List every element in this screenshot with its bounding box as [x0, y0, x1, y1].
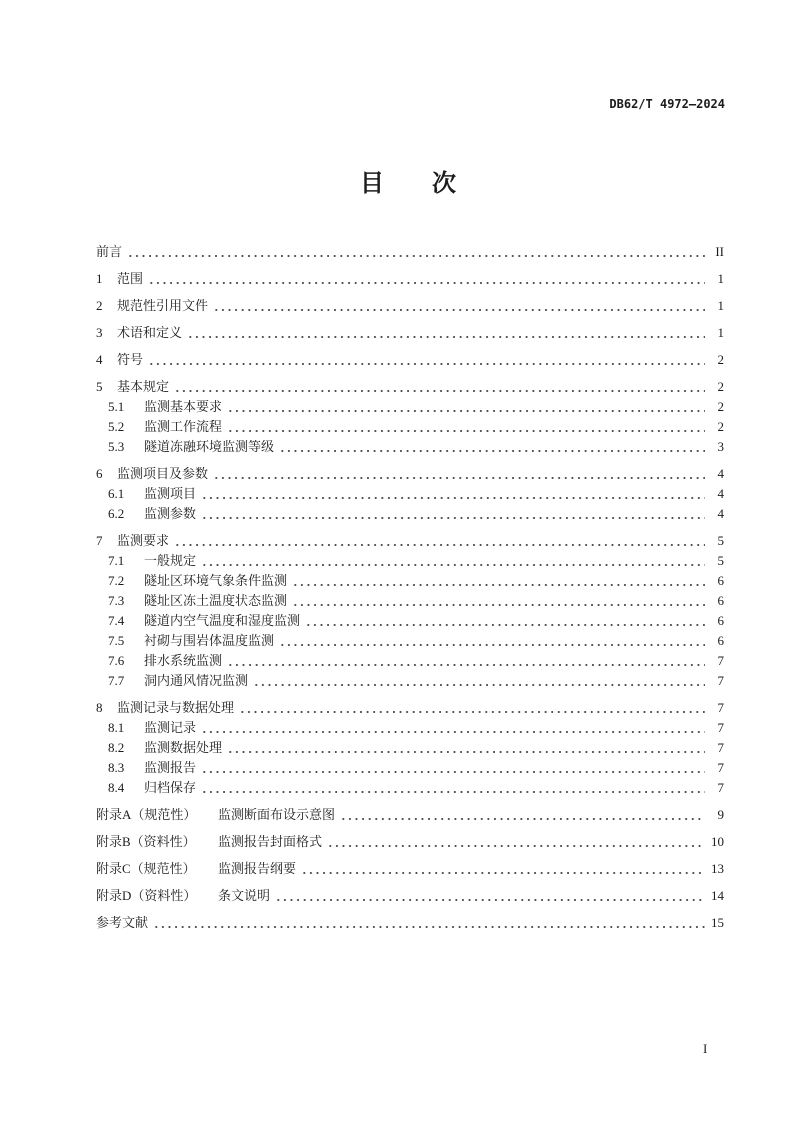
toc-entry-page: 7 [717, 720, 724, 735]
toc-entry-page: 2 [717, 399, 724, 414]
toc-appendix-entry[interactable] [96, 886, 724, 906]
toc-dot-leader [340, 805, 705, 825]
toc-entry-page: 10 [711, 834, 724, 849]
toc-entry-title: 监测基本要求 [144, 399, 223, 414]
toc-dot-leader [213, 296, 705, 316]
toc-entry-page: 7 [717, 740, 724, 755]
toc-subentry[interactable] [96, 504, 724, 524]
toc-entry-title: 规范性引用文件 [117, 298, 209, 313]
table-of-contents [96, 242, 724, 933]
toc-dot-leader [148, 269, 705, 289]
toc-entry-title: 监测项目 [144, 486, 197, 501]
toc-dot-leader [279, 631, 705, 651]
toc-subentry[interactable] [96, 591, 724, 611]
toc-entry-page: 9 [717, 807, 724, 822]
toc-dot-leader [227, 417, 705, 437]
standard-number: DB62/T 4972—2024 [609, 97, 725, 111]
toc-entry[interactable] [96, 242, 724, 262]
toc-entry-title: 监测报告纲要 [218, 861, 297, 876]
toc-dot-leader [292, 591, 705, 611]
toc-appendix-entry[interactable] [96, 805, 724, 825]
toc-dot-leader [213, 464, 705, 484]
toc-entry-page: 5 [717, 533, 724, 548]
toc-entry-page: 15 [711, 915, 724, 930]
toc-entry-title: 前言 [96, 244, 123, 259]
toc-entry-title: 监测报告封面格式 [218, 834, 323, 849]
toc-entry-number: 7.4 [108, 613, 125, 628]
toc-entry-title: 术语和定义 [117, 325, 183, 340]
toc-dot-leader [153, 913, 705, 933]
toc-entry-page: 6 [717, 633, 724, 648]
toc-entry[interactable] [96, 464, 724, 484]
toc-appendix-label: 附录B（资料性） [96, 834, 196, 849]
toc-entry-page: 7 [717, 653, 724, 668]
toc-subentry[interactable] [96, 738, 724, 758]
toc-appendix-entry[interactable] [96, 832, 724, 852]
toc-dot-leader [148, 350, 705, 370]
toc-subentry[interactable] [96, 437, 724, 457]
toc-entry-page: 2 [717, 352, 724, 367]
page-title: 目 次 [360, 171, 456, 197]
toc-entry-title: 基本规定 [117, 379, 170, 394]
toc-entry-number: 6.2 [108, 506, 125, 521]
toc-dot-leader [174, 531, 705, 551]
toc-dot-leader [253, 671, 705, 691]
toc-entry-title: 监测工作流程 [144, 419, 223, 434]
toc-subentry[interactable] [96, 484, 724, 504]
toc-entry-number: 7.1 [108, 553, 125, 568]
toc-dot-leader [239, 698, 705, 718]
toc-entry-title: 隧址区冻土温度状态监测 [144, 593, 288, 608]
toc-appendix-entry[interactable] [96, 859, 724, 879]
toc-entry-page: 4 [717, 466, 724, 481]
toc-dot-leader [174, 377, 705, 397]
toc-subentry[interactable] [96, 651, 724, 671]
toc-subentry[interactable] [96, 551, 724, 571]
toc-subentry[interactable] [96, 671, 724, 691]
toc-entry-number: 7 [96, 533, 103, 548]
toc-entry-page: 1 [717, 298, 724, 313]
toc-entry-title: 归档保存 [144, 780, 197, 795]
toc-dot-leader [201, 484, 705, 504]
toc-entry-number: 2 [96, 298, 103, 313]
toc-subentry[interactable] [96, 778, 724, 798]
toc-dot-leader [201, 778, 705, 798]
toc-entry-title: 监测记录与数据处理 [117, 700, 235, 715]
toc-entry-page: 2 [717, 379, 724, 394]
toc-entry-page: 6 [717, 613, 724, 628]
toc-appendix-label: 附录A（规范性） [96, 807, 197, 822]
toc-entry-number: 7.7 [108, 673, 125, 688]
toc-entry-title: 监测数据处理 [144, 740, 223, 755]
toc-entry-number: 8.4 [108, 780, 125, 795]
toc-subentry[interactable] [96, 571, 724, 591]
toc-entry-title: 参考文献 [96, 915, 149, 930]
toc-entry-title: 范围 [117, 271, 144, 286]
toc-entry-title: 监测参数 [144, 506, 197, 521]
toc-subentry[interactable] [96, 758, 724, 778]
toc-entry-page: 1 [717, 271, 724, 286]
toc-entry-page: 6 [717, 593, 724, 608]
toc-entry-number: 1 [96, 271, 103, 286]
page-number: I [703, 1041, 708, 1056]
toc-dot-leader [201, 758, 705, 778]
toc-entry-number: 7.3 [108, 593, 125, 608]
toc-entry-page: 7 [717, 760, 724, 775]
toc-appendix-label: 附录C（规范性） [96, 861, 196, 876]
toc-entry-number: 6.1 [108, 486, 125, 501]
toc-entry-title: 隧道内空气温度和湿度监测 [144, 613, 301, 628]
toc-dot-leader [187, 323, 705, 343]
toc-entry-page: 7 [717, 780, 724, 795]
toc-entry-title: 监测记录 [144, 720, 197, 735]
toc-entry-title: 一般规定 [144, 553, 197, 568]
toc-subentry[interactable] [96, 417, 724, 437]
toc-entry-page: 4 [717, 486, 724, 501]
toc-entry-page: 14 [711, 888, 724, 903]
toc-dot-leader [227, 651, 705, 671]
toc-entry[interactable] [96, 698, 724, 718]
toc-subentry[interactable] [96, 611, 724, 631]
toc-entry-page: 3 [717, 439, 724, 454]
toc-subentry[interactable] [96, 631, 724, 651]
toc-entry-page: II [715, 244, 724, 259]
toc-dot-leader [227, 738, 705, 758]
toc-entry-title: 洞内通风情况监测 [144, 673, 249, 688]
toc-entry[interactable] [96, 350, 724, 370]
toc-appendix-label: 附录D（资料性） [96, 888, 197, 903]
toc-entry[interactable] [96, 269, 724, 289]
toc-entry-page: 5 [717, 553, 724, 568]
toc-dot-leader [227, 397, 705, 417]
toc-entry-title: 条文说明 [218, 888, 271, 903]
toc-entry-number: 5 [96, 379, 103, 394]
toc-entry-title: 隧址区环境气象条件监测 [144, 573, 288, 588]
toc-entry-title: 监测项目及参数 [117, 466, 209, 481]
toc-entry-title: 监测要求 [117, 533, 170, 548]
toc-entry-page: 6 [717, 573, 724, 588]
toc-entry-page: 7 [717, 673, 724, 688]
toc-dot-leader [292, 571, 705, 591]
toc-dot-leader [201, 718, 705, 738]
toc-dot-leader [305, 611, 705, 631]
toc-dot-leader [279, 437, 705, 457]
toc-entry-page: 13 [711, 861, 724, 876]
toc-entry-number: 5.3 [108, 439, 125, 454]
toc-entry-number: 4 [96, 352, 103, 367]
toc-entry-number: 6 [96, 466, 103, 481]
toc-dot-leader [201, 551, 705, 571]
toc-entry-number: 5.1 [108, 399, 125, 414]
toc-entry[interactable] [96, 531, 724, 551]
toc-entry-number: 8.2 [108, 740, 125, 755]
toc-entry-number: 7.2 [108, 573, 125, 588]
toc-subentry[interactable] [96, 718, 724, 738]
toc-entry-number: 5.2 [108, 419, 125, 434]
toc-entry-page: 7 [717, 700, 724, 715]
toc-entry-title: 衬砌与围岩体温度监测 [144, 633, 275, 648]
toc-entry-number: 7.5 [108, 633, 125, 648]
toc-entry-page: 4 [717, 506, 724, 521]
toc-subentry[interactable] [96, 397, 724, 417]
toc-entry-title: 隧道冻融环境监测等级 [144, 439, 275, 454]
toc-entry-number: 8.1 [108, 720, 125, 735]
toc-entry-page: 2 [717, 419, 724, 434]
toc-entry[interactable] [96, 377, 724, 397]
toc-entry[interactable] [96, 323, 724, 343]
toc-dot-leader [301, 859, 705, 879]
toc-entry-title: 监测报告 [144, 760, 197, 775]
toc-entry-page: 1 [717, 325, 724, 340]
toc-entry[interactable] [96, 913, 724, 933]
toc-entry-number: 3 [96, 325, 103, 340]
toc-entry-number: 8.3 [108, 760, 125, 775]
toc-dot-leader [275, 886, 705, 906]
toc-entry-title: 符号 [117, 352, 144, 367]
toc-dot-leader [127, 242, 705, 262]
toc-entry-number: 7.6 [108, 653, 125, 668]
toc-entry[interactable] [96, 296, 724, 316]
toc-dot-leader [327, 832, 705, 852]
toc-entry-title: 监测断面布设示意图 [218, 807, 336, 822]
toc-entry-title: 排水系统监测 [144, 653, 223, 668]
toc-entry-number: 8 [96, 700, 103, 715]
toc-dot-leader [201, 504, 705, 524]
